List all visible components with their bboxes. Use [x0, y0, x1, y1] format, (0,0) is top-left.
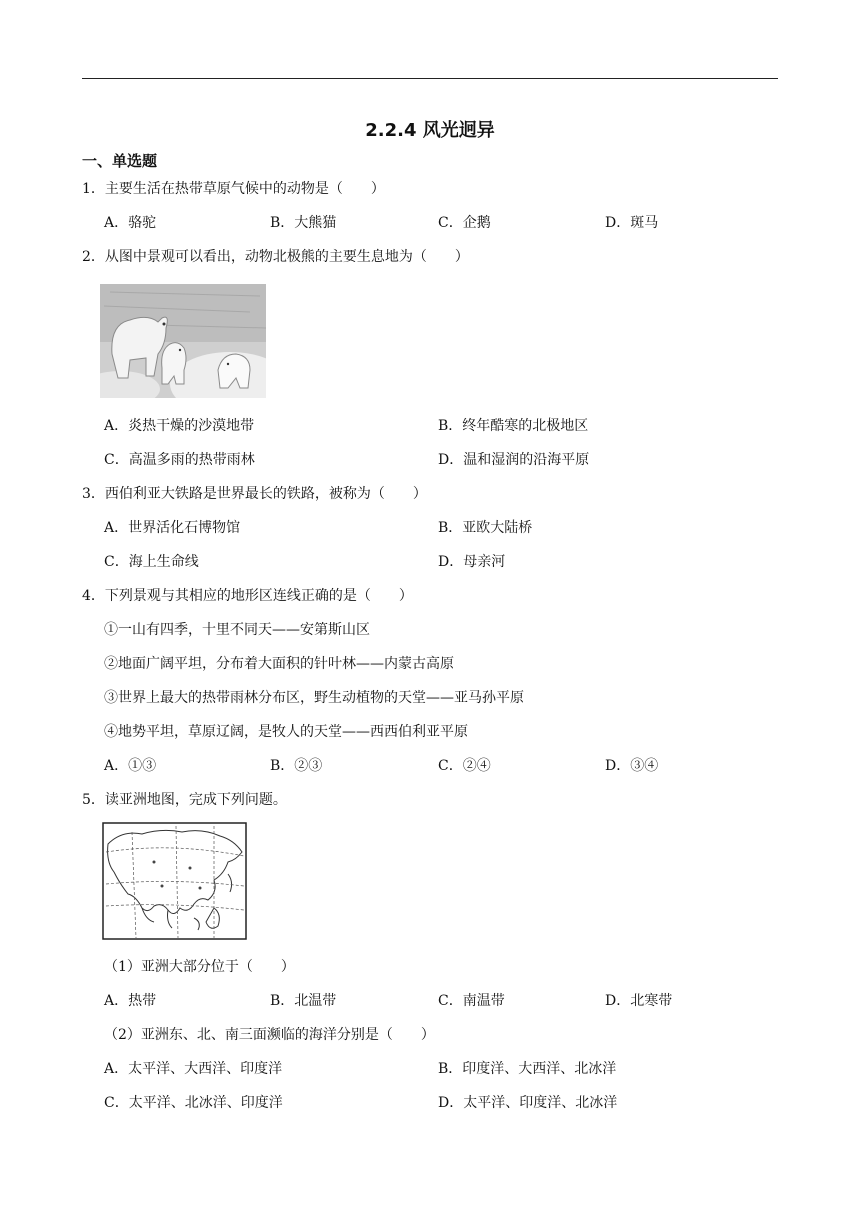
q5-sub1-option-b[interactable]: B．北温带: [270, 993, 337, 1009]
q1-option-b[interactable]: B．大熊猫: [270, 215, 337, 231]
q4-option-a[interactable]: A．①③: [104, 758, 157, 774]
q5-sub1-option-d[interactable]: D．北寒带: [605, 993, 673, 1009]
q2-option-a[interactable]: A．炎热干燥的沙漠地带: [104, 418, 255, 434]
q4-option-c[interactable]: C．②④: [438, 758, 491, 774]
q2-option-c[interactable]: C．高温多雨的热带雨林: [104, 452, 255, 468]
asia-map: [102, 822, 247, 940]
q4-item-3: ③世界上最大的热带雨林分布区，野生动植物的天堂——亚马孙平原: [104, 690, 524, 706]
q3-option-a[interactable]: A．世界活化石博物馆: [104, 520, 241, 536]
q5-sub2-option-d[interactable]: D．太平洋、印度洋、北冰洋: [438, 1095, 618, 1111]
polar-bear-photo: [100, 284, 266, 398]
q5-sub2-option-b[interactable]: B．印度洋、大西洋、北冰洋: [438, 1061, 617, 1077]
q1-option-a[interactable]: A．骆驼: [104, 215, 157, 231]
q3-stem: 3．西伯利亚大铁路是世界最长的铁路，被称为（ ）: [82, 486, 427, 502]
q5-sub2-stem: （2）亚洲东、北、南三面濒临的海洋分别是（ ）: [104, 1027, 435, 1043]
q3-option-c[interactable]: C．海上生命线: [104, 554, 199, 570]
q3-option-d[interactable]: D．母亲河: [438, 554, 506, 570]
page-title: 2.2.4 风光迥异: [365, 120, 495, 141]
q2-option-d[interactable]: D．温和湿润的沿海平原: [438, 452, 590, 468]
q4-option-d[interactable]: D．③④: [605, 758, 659, 774]
q5-sub2-option-a[interactable]: A．太平洋、大西洋、印度洋: [104, 1061, 283, 1077]
q5-sub1-option-c[interactable]: C．南温带: [438, 993, 505, 1009]
q1-option-d[interactable]: D．斑马: [605, 215, 659, 231]
q4-option-b[interactable]: B．②③: [270, 758, 323, 774]
q4-stem: 4．下列景观与其相应的地形区连线正确的是（ ）: [82, 588, 413, 604]
q2-option-b[interactable]: B．终年酷寒的北极地区: [438, 418, 589, 434]
header-rule: [82, 78, 778, 79]
q5-sub1-option-a[interactable]: A．热带: [104, 993, 157, 1009]
q3-option-b[interactable]: B．亚欧大陆桥: [438, 520, 533, 536]
q1-stem: 1．主要生活在热带草原气候中的动物是（ ）: [82, 181, 385, 197]
q2-stem: 2．从图中景观可以看出，动物北极熊的主要生息地为（ ）: [82, 249, 469, 265]
q5-stem: 5．读亚洲地图，完成下列问题。: [82, 792, 287, 808]
q4-item-2: ②地面广阔平坦，分布着大面积的针叶林——内蒙古高原: [104, 656, 454, 672]
q5-sub1-stem: （1）亚洲大部分位于（ ）: [104, 959, 295, 975]
q5-sub2-option-c[interactable]: C．太平洋、北冰洋、印度洋: [104, 1095, 283, 1111]
q1-option-c[interactable]: C．企鹅: [438, 215, 491, 231]
q4-item-4: ④地势平坦，草原辽阔，是牧人的天堂——西西伯利亚平原: [104, 724, 468, 740]
section-heading: 一、单选题: [82, 152, 158, 170]
q4-item-1: ①一山有四季，十里不同天——安第斯山区: [104, 622, 370, 638]
